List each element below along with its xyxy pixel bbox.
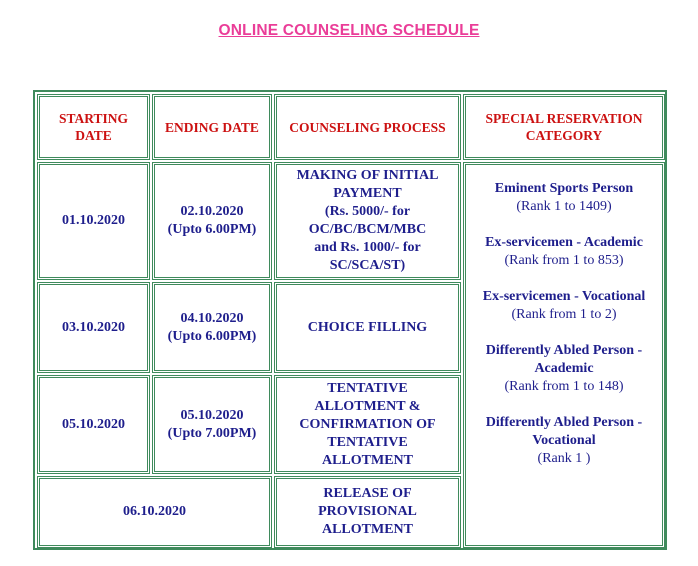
reservation-differently-abled-vocational-name1: Differently Abled Person - — [485, 415, 643, 430]
reservation-differently-abled-academic-name1: Differently Abled Person - — [485, 343, 643, 358]
row3-process-line3: CONFIRMATION OF — [299, 416, 436, 432]
header-special-reservation-line2: CATEGORY — [525, 128, 603, 143]
page-title: ONLINE COUNSELING SCHEDULE — [218, 22, 480, 39]
row1-end-time-text: (Upto 6.00PM) — [167, 222, 257, 237]
reservation-differently-abled-vocational-name2: Vocational — [532, 433, 596, 448]
reservation-differently-abled-academic — [486, 342, 642, 396]
header-ending-date-label: ENDING DATE — [165, 119, 259, 135]
row4-date — [37, 476, 272, 548]
row2-process-line1: CHOICE FILLING — [307, 319, 428, 335]
header-counseling-process — [274, 94, 461, 160]
row3-process — [274, 375, 461, 474]
row3-process-line1: TENTATIVE — [327, 380, 408, 396]
row1-end-date — [152, 162, 272, 280]
reservation-differently-abled-academic-name2: Academic — [534, 361, 594, 376]
row4-process-line2: PROVISIONAL — [318, 504, 417, 519]
header-special-reservation-line1: SPECIAL RESERVATION — [485, 111, 643, 126]
row2-process — [274, 282, 461, 373]
reservation-eminent-sports-name: Eminent Sports Person — [494, 181, 634, 196]
reservation-eminent-sports-range: (Rank 1 to 1409) — [516, 199, 612, 214]
reservation-differently-abled-vocational — [486, 414, 642, 468]
row3-end-date — [152, 375, 272, 474]
row3-end-date-text: 05.10.2020 — [180, 407, 244, 423]
header-starting-date-line2: DATE — [75, 128, 112, 143]
reservation-ex-servicemen-academic — [485, 234, 643, 270]
row1-start-date-text: 01.10.2020 — [62, 213, 125, 228]
row3-start-date-text: 05.10.2020 — [62, 416, 125, 432]
header-counseling-process-label: COUNSELING PROCESS — [289, 119, 446, 135]
row2-start-date — [37, 282, 150, 373]
row1-process-line1: MAKING OF INITIAL — [296, 168, 439, 183]
header-special-reservation — [463, 94, 665, 160]
schedule-table — [33, 90, 667, 550]
row2-end-time-text: (Upto 6.00PM) — [167, 328, 257, 344]
row2-end-date — [152, 282, 272, 373]
reservation-differently-abled-vocational-range: (Rank 1 ) — [537, 451, 591, 466]
row3-process-line5: ALLOTMENT — [321, 452, 413, 468]
row1-process-line2: PAYMENT — [333, 186, 402, 201]
reservation-ex-servicemen-vocational-range: (Rank from 1 to 2) — [511, 307, 617, 322]
row4-date-text: 06.10.2020 — [123, 504, 186, 519]
reservation-eminent-sports — [495, 180, 633, 216]
header-starting-date — [37, 94, 150, 160]
row1-process-line3: (Rs. 5000/- for — [324, 204, 411, 219]
row1-process-line6: SC/SCA/ST) — [329, 258, 406, 273]
reservation-ex-servicemen-academic-range: (Rank from 1 to 853) — [504, 253, 624, 268]
row3-start-date — [37, 375, 150, 474]
row2-start-date-text: 03.10.2020 — [62, 319, 125, 335]
header-starting-date-line1: STARTING — [58, 111, 129, 126]
row3-end-time-text: (Upto 7.00PM) — [167, 425, 257, 441]
special-reservation-list — [463, 162, 665, 548]
row3-process-line2: ALLOTMENT & — [314, 398, 421, 414]
row3-process-line4: TENTATIVE — [327, 434, 408, 450]
row1-process-line5: and Rs. 1000/- for — [314, 240, 421, 255]
reservation-ex-servicemen-vocational — [483, 288, 646, 324]
row4-process — [274, 476, 461, 548]
row1-end-date-text: 02.10.2020 — [180, 204, 244, 219]
header-ending-date — [152, 94, 272, 160]
row2-end-date-text: 04.10.2020 — [180, 310, 244, 326]
reservation-differently-abled-academic-range: (Rank from 1 to 148) — [504, 379, 624, 394]
row1-process — [274, 162, 461, 280]
reservation-ex-servicemen-academic-name: Ex-servicemen - Academic — [485, 235, 643, 250]
row1-start-date — [37, 162, 150, 280]
row4-process-line1: RELEASE OF — [323, 486, 412, 501]
row4-process-line3: ALLOTMENT — [321, 522, 413, 537]
row1-process-line4: OC/BC/BCM/MBC — [308, 222, 427, 237]
reservation-ex-servicemen-vocational-name: Ex-servicemen - Vocational — [482, 289, 646, 304]
